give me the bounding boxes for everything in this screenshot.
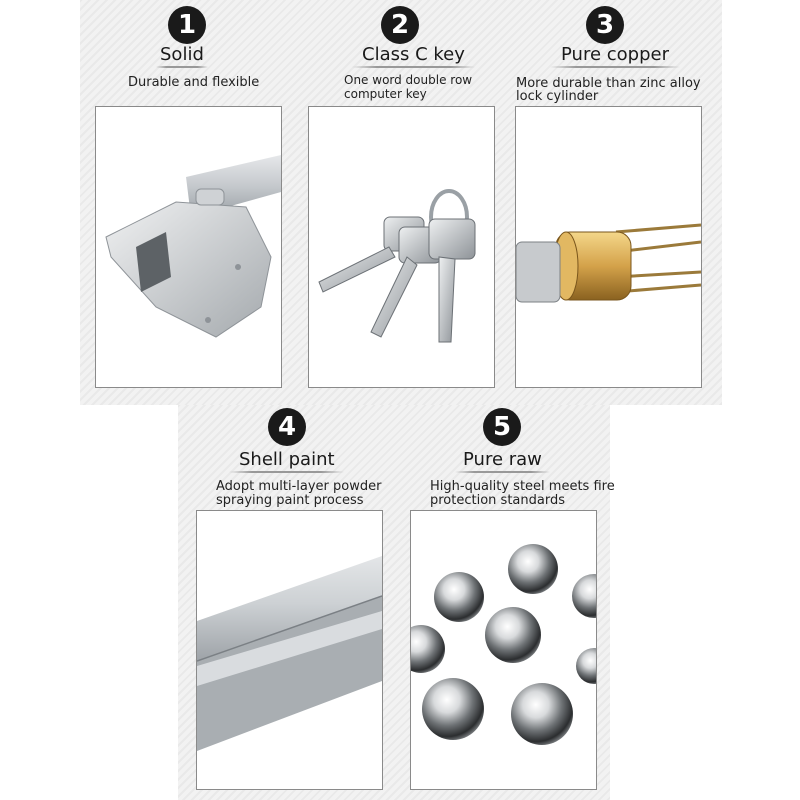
feature-title: Shell paint [239, 449, 335, 470]
feature-description: Durable and flexible [128, 75, 260, 90]
feature-title: Pure copper [561, 44, 669, 65]
steel-balls-photo [410, 510, 597, 790]
feature-description-line-1: More durable than zinc alloy [516, 76, 701, 91]
feature-title: Solid [160, 44, 204, 65]
feature-description-line-2: protection standards [430, 493, 565, 508]
feature-title: Class C key [362, 44, 465, 65]
push-bar-photo [95, 106, 282, 388]
lock-cylinder-icon [516, 107, 701, 387]
feature-description-line-1: High-quality steel meets fire [430, 479, 615, 494]
feature-title: Pure raw [463, 449, 542, 470]
feature-description-line-1: Adopt multi-layer powder [216, 479, 382, 494]
keys-icon [309, 107, 494, 387]
push-bar-icon [96, 107, 281, 387]
number-badge: 1 [168, 6, 206, 44]
painted-bar-icon [197, 511, 382, 789]
number-badge: 2 [381, 6, 419, 44]
feature-description-line-2: spraying paint process [216, 493, 364, 508]
number-badge: 3 [586, 6, 624, 44]
feature-description-line-2: computer key [344, 87, 427, 101]
feature-description-line-1: One word double row [344, 73, 473, 87]
feature-description-line-2: lock cylinder [516, 89, 599, 104]
keys-photo [308, 106, 495, 388]
number-badge: 5 [483, 408, 521, 446]
lock-cylinder-photo [515, 106, 702, 388]
painted-bar-photo [196, 510, 383, 790]
number-badge: 4 [268, 408, 306, 446]
steel-balls-icon [411, 511, 596, 789]
